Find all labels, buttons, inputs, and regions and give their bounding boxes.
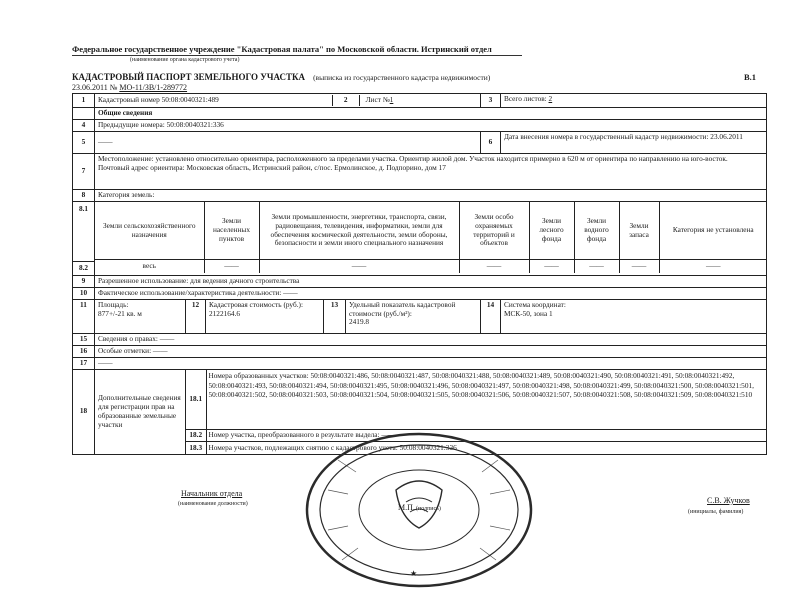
cadastral-number-cell — [95, 94, 481, 108]
cadastral-cost-label: Кадастровая стоимость (руб.): — [209, 299, 303, 309]
land-category-value: —— — [529, 260, 574, 273]
row-number: 8.2 — [73, 261, 94, 275]
signatory-note: (инициалы, фамилия) — [688, 509, 744, 515]
issue-number-prefix: № — [109, 83, 118, 92]
land-category-values — [95, 260, 766, 273]
row-number: 18.3 — [186, 442, 206, 454]
row-17 — [73, 357, 767, 369]
land-category-headers — [95, 202, 766, 260]
total-sheets — [500, 94, 766, 108]
coordinate-system-value: МСК-50, зона 1 — [503, 308, 553, 318]
cadastral-cost — [206, 299, 324, 333]
formed-plots: Номера образованных участков: 50:08:0040321:486, 50:08:0040321:487, 50:08:0040321:488, 50:08:0040321:489, 50:08:0040321:490, 50:08:0040321:491, 50:08:0040321:492, 50:08:0040321:493, 50:08:0040321:494, 50:08:0040321:495, 50:08:0040321:496, 50:08:0040321:497, 50:08:0040321:498, 50:08:0040321:499, 50:08:0040321:500, 50:08:0040321:501, 50:08:0040321:502, 50:08:0040321:503, 50:08:0040321:504, 50:08:0040321:505, 50:08:0040321:506, 50:08:0040321:507, 50:08:0040321:508, 50:08:0040321:509, 50:08:0040321:510 — [206, 370, 766, 430]
row-number-entry-date — [73, 131, 767, 153]
row-number: 13 — [324, 299, 346, 333]
issue-date: 23.06.2011 — [72, 83, 108, 92]
row-special-marks — [73, 345, 767, 357]
previous-numbers-value: 50:08:0040321:336 — [166, 119, 224, 129]
additional-info-label: Дополнительные сведения для регистрации прав на образованные земельные участки — [95, 369, 186, 454]
special-marks: Особые отметки: —— — [95, 345, 767, 357]
row5-value: —— — [95, 131, 481, 153]
specific-cost-value: 2419.8 — [349, 317, 370, 327]
sheet-value: 1 — [389, 95, 394, 104]
cadastral-number-label: Кадастровый номер — [98, 95, 160, 104]
form-code: В.1 — [744, 72, 757, 82]
row-number: 1 — [73, 94, 95, 108]
row-number: 8.1 — [78, 203, 89, 213]
seal-star: ★ — [410, 569, 418, 578]
land-category-inner-table — [95, 202, 766, 273]
land-category-value: —— — [574, 260, 619, 273]
row-rights — [73, 333, 767, 345]
removed-plots: Номера участков, подлежащих снятию с кадастрового учета: 50:08:0040321:336 — [206, 442, 766, 454]
row-number: 18.2 — [186, 430, 206, 442]
organization-note: (наименование органа кадастрового учета) — [130, 57, 240, 63]
land-category-header: Земли промышленности, энергетики, транспорта, связи, радиовещания, телевидения, информатики, земли для обеспечения космической деятельности, земли обороны, безопасности и земли иного специального назначения — [259, 202, 459, 260]
row-cadastral-number — [73, 94, 767, 108]
general-info-heading: Общие сведения — [95, 107, 767, 119]
official-seal — [298, 420, 540, 592]
specific-cost-label: Удельный показатель кадастровой стоимости (руб./м²): — [349, 299, 456, 318]
land-category-numbers — [73, 201, 95, 275]
area — [95, 299, 186, 333]
position-title: Начальник отдела — [181, 489, 243, 498]
land-category-header: Земли сельскохозяйственного назначения — [95, 202, 204, 260]
land-category-label: Категория земель: — [95, 189, 767, 201]
row-number: 4 — [73, 119, 95, 131]
previous-numbers — [95, 119, 767, 131]
land-category-header: Земли запаса — [619, 202, 659, 260]
seal-caption: М.П. — [398, 503, 415, 512]
row-general-info — [73, 107, 767, 119]
row-number: 14 — [480, 299, 500, 333]
land-category-header: Земли населенных пунктов — [204, 202, 259, 260]
cadastral-table — [72, 93, 767, 455]
cadastral-cost-value: 2122164.6 — [209, 308, 241, 318]
row-number: 12 — [186, 299, 206, 333]
organization-underline — [72, 55, 522, 56]
row-number: 2 — [332, 95, 359, 106]
row-land-category-table — [73, 201, 767, 275]
row-number: 5 — [73, 131, 95, 153]
specific-cost — [346, 299, 481, 333]
land-category-value: —— — [259, 260, 459, 273]
postal-address: Почтовый адрес ориентира: Московская область, Истринский район, с/пос. Ермолинское, д. Подпорино, дом 17 — [98, 162, 446, 172]
land-category-value: —— — [659, 260, 766, 273]
row-number: 6 — [480, 131, 500, 153]
organization-name: Федеральное государственное учреждение "Кадастровая палата" по Московской области. Истринский отдел — [72, 44, 492, 54]
sheet-number — [359, 95, 477, 106]
number-entry-date: Дата внесения номера в государственный кадастр недвижимости: 23.06.2011 — [500, 131, 766, 153]
position-note: (наименование должности) — [178, 501, 248, 507]
row-number: 11 — [73, 299, 95, 333]
row-number: 10 — [73, 287, 95, 299]
signature-note: (подпись) — [416, 506, 441, 512]
coordinate-system-label: Система координат: — [503, 299, 566, 309]
land-category-value: —— — [619, 260, 659, 273]
row-number: 7 — [73, 153, 95, 189]
row-actual-use — [73, 287, 767, 299]
total-sheets-label: Всего листов: — [503, 94, 547, 103]
row-number: 18 — [73, 369, 95, 454]
previous-numbers-label: Предыдущие номера: — [98, 119, 165, 129]
rights-info: Сведения о правах: —— — [95, 333, 767, 345]
land-category-value: —— — [459, 260, 529, 273]
row-number: 9 — [73, 275, 95, 287]
area-label: Площадь: — [98, 299, 129, 309]
land-category-header: Земли особо охраняемых территорий и объектов — [459, 202, 529, 260]
row-location — [73, 153, 767, 189]
row-previous-numbers — [73, 119, 767, 131]
land-category-header: Земли водного фонда — [574, 202, 619, 260]
document-subtitle: (выписка из государственного кадастра недвижимости) — [313, 73, 491, 82]
transformed-plot: Номер участка, преобразованного в результате выдела: —— — [206, 430, 766, 442]
row-number: 15 — [73, 333, 95, 345]
title-text: КАДАСТРОВЫЙ ПАСПОРТ ЗЕМЕЛЬНОГО УЧАСТКА — [72, 72, 306, 82]
row-number: 3 — [480, 94, 500, 108]
location — [95, 153, 767, 189]
row17-value: —— — [95, 357, 767, 369]
row-number: 18.1 — [186, 370, 206, 430]
land-category-header: Земли лесного фонда — [529, 202, 574, 260]
cadastral-number — [98, 95, 332, 106]
row-area-cost — [73, 299, 767, 333]
issue-number: МО-11/ЗВ/1-289772 — [119, 83, 188, 92]
land-category-header: Категория не установлена — [659, 202, 766, 260]
row-land-category — [73, 189, 767, 201]
row-number: 16 — [73, 345, 95, 357]
land-category-grid — [95, 201, 767, 275]
issue-line — [72, 83, 187, 92]
row-number: 17 — [73, 357, 95, 369]
row-permitted-use — [73, 275, 767, 287]
actual-use: Фактическое использование/характеристика деятельности: —— — [95, 287, 767, 299]
area-value: 877+/-21 кв. м — [98, 308, 142, 318]
signatory-name: С.В. Жучков — [707, 496, 750, 505]
document-title — [72, 72, 490, 82]
land-category-value: —— — [204, 260, 259, 273]
location-description: Местоположение: установлено относительно ориентира, расположенного за пределами участка. Ориентир жилой дом. Участок находится примерно в 620 м от ориентира по направлению на юго-восток. — [98, 153, 728, 163]
empty-cell — [73, 107, 95, 119]
row-number: 8 — [73, 189, 95, 201]
cadastral-number-value: 50:08:0040321:489 — [161, 95, 219, 104]
land-category-value: весь — [95, 260, 204, 273]
permitted-use: Разрешенное использование: для ведения дачного строительства — [95, 275, 767, 287]
sheet-label: Лист № — [365, 95, 390, 104]
total-sheets-value: 2 — [548, 94, 553, 103]
coordinate-system — [500, 299, 766, 333]
